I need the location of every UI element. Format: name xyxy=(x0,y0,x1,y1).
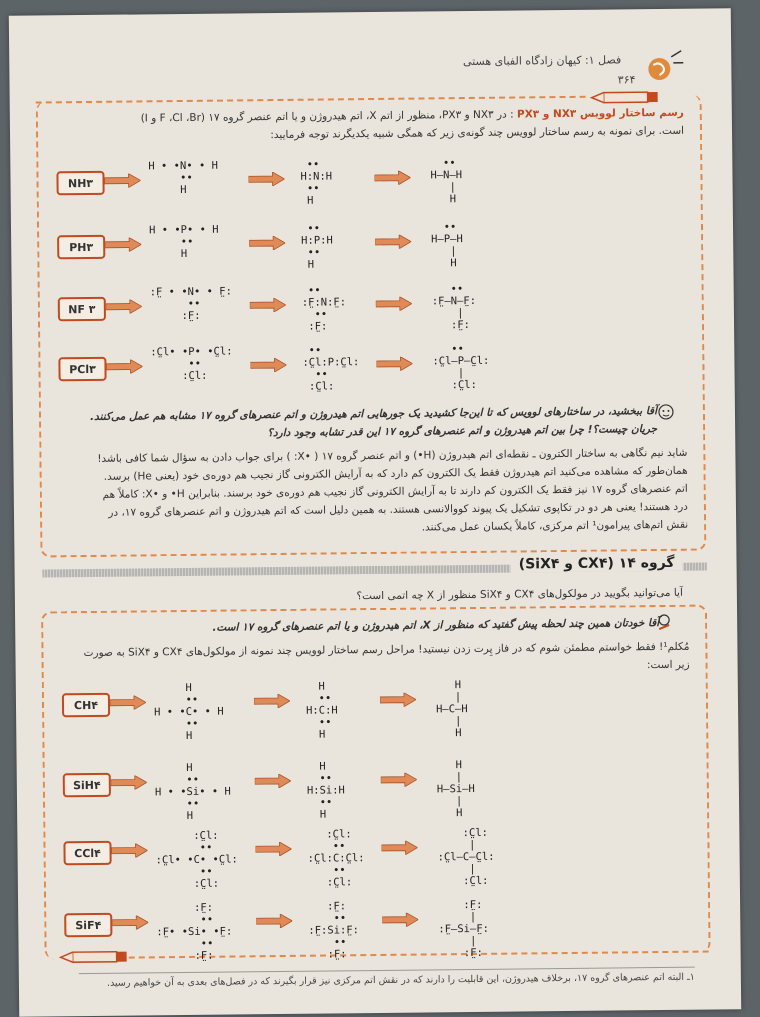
answer-para-3: اتم عنصرهای گروه ۱۷ نیز فقط یک الکترون کم دارند تا به آرایش الکترونی گاز نجیب هم دوره‌ی خود برسند. بنابراین H• و •X: کاملاً هم xyxy=(102,482,688,501)
step-arrow-icon xyxy=(376,297,412,311)
electron-dot-structure: H • •N• • H •• H xyxy=(148,159,218,197)
formula-tag: PH۳ xyxy=(57,235,105,260)
page-header xyxy=(39,53,621,73)
formula-tag: NF ۳ xyxy=(58,297,106,322)
lewis-dot-pair-structure: •• H:P:H •• H xyxy=(300,222,333,271)
step-arrow-icon xyxy=(255,774,291,788)
step-arrow-icon xyxy=(250,298,286,312)
step-arrow-icon xyxy=(256,914,292,928)
step-arrow-icon xyxy=(381,841,417,855)
lewis-bond-structure: H | H—Si—H | H xyxy=(436,759,475,820)
step-arrow-icon xyxy=(111,843,147,857)
formula-tag: CH۴ xyxy=(62,693,110,718)
lewis-bond-structure: H | H—C—H | H xyxy=(435,679,468,740)
electron-dot-structure: H •• H • •C• • H •• H xyxy=(153,681,224,743)
formula-tag: PCl۳ xyxy=(58,357,106,382)
lewis-rows-group15 xyxy=(9,8,731,16)
lewis-dot-pair-structure: •• H:N:H •• H xyxy=(300,158,333,207)
step-arrow-icon xyxy=(112,915,148,929)
electron-dot-structure: :C̤l: •• :C̤l• •C• •C̤l: •• :C̤l: xyxy=(155,829,238,891)
lewis-rows-group14 xyxy=(9,8,731,16)
step-arrow-icon xyxy=(375,235,411,249)
step-arrow-icon xyxy=(250,358,286,372)
electron-dot-structure: :C̤l• •P• •C̤l: •• :C̤l: xyxy=(150,345,233,383)
section-title: گروه ۱۴ (CX۴ و SiX۴) xyxy=(511,555,683,573)
lewis-bond-structure: •• H—N—H | H xyxy=(430,157,463,206)
lewis-dot-pair-structure: H •• H:C:H •• H xyxy=(305,680,338,741)
step-arrow-icon xyxy=(106,299,142,313)
box1-line2: است. برای نمونه به رسم ساختار لوویس چند گونه‌ی زیر که همگی شبیه یکدیگرند توجه فرمایید: xyxy=(270,124,685,142)
step-arrow-icon xyxy=(254,694,290,708)
step-arrow-icon xyxy=(248,172,284,186)
section2-question: آیا می‌توانید بگویید در مولکول‌های CX۴ و SiX۴ منظور از X چه اتمی است؟ xyxy=(356,586,683,603)
lewis-dot-pair-structure: :F̤: •• :F̤:Si:F̤: •• :F̤: xyxy=(308,900,360,961)
step-arrow-icon xyxy=(104,173,140,187)
note-question-1: آقا ببخشید، در ساختارهای لوویس که تا این‌جا کشیدید یک جورهایی اتم هیدروژن و اتم عنصرهای گروه ۱۷ مشابه هم عمل می‌کنند. xyxy=(90,405,658,423)
electron-dot-structure: :F̤ • •N• • F̤: •• :F̤: xyxy=(149,285,232,323)
step-arrow-icon xyxy=(255,842,291,856)
step-arrow-icon xyxy=(105,237,141,251)
formula-tag: NH۳ xyxy=(56,171,104,196)
lewis-bond-structure: •• H—P—H | H xyxy=(430,221,463,270)
lewis-bond-structure: •• :C̤l—P—C̤l: | :C̤l: xyxy=(432,343,490,392)
step-arrow-icon xyxy=(376,357,412,371)
chapter-title: فصل ۱: کیهان زادگاه الفبای هستی xyxy=(462,53,622,69)
step-arrow-icon xyxy=(381,773,417,787)
step-arrow-icon xyxy=(382,913,418,927)
box1-title: رسم ساختار لوویس NX۳ و PX۳ xyxy=(516,106,684,121)
question-face-icon xyxy=(657,403,675,421)
note-question-2: جریان چیست؟! چرا بین اتم هیدروژن و اتم عنصرهای گروه ۱۷ این قدر تشابه وجود دارد؟ xyxy=(267,423,658,440)
electron-dot-structure: H • •P• • H •• H xyxy=(148,223,219,261)
step-arrow-icon xyxy=(380,693,416,707)
box1-line1-rest: : در NX۳ و PX۳، منظور از اتم X، اتم هیدروژن و یا اتم عنصر گروه ۱۷ (F ،Cl ،Br و I) xyxy=(140,108,514,125)
footnote: ۱ـ البته اتم عنصرهای گروه ۱۷، برخلاف هیدروژن، این قابلیت را دارند که در نقش اتم مرکزی نیز قرار بگیرند که در فصل‌های بعدی به آن خواهیم رسید. xyxy=(106,971,695,989)
formula-tag: SiH۴ xyxy=(63,773,111,798)
lewis-bond-structure: :F̤: | :F̤—Si—F̤: | :F̤: xyxy=(438,898,490,960)
step-arrow-icon xyxy=(374,171,410,185)
lewis-dot-pair-structure: H •• H:Si:H •• H xyxy=(306,760,345,821)
step-arrow-icon xyxy=(110,695,146,709)
step-arrow-icon xyxy=(106,359,142,373)
page-number: ۳۶۴ xyxy=(617,73,636,87)
answer-para-1: شاید نیم نگاهی به ساختار الکترون ـ نقطه‌ای اتم هیدروژن (H•) و اتم عنصر گروه ۱۷ ( •X: ) برای جواب دادن به سؤال شما کافی باشد! xyxy=(97,446,688,465)
lewis-dot-pair-structure: •• :C̤l:P:C̤l: •• :C̤l: xyxy=(302,344,360,393)
section2-text-1: مُکلم¹! فقط خواستم مطمئن شوم که در فاز پِرت زدن نیستید! مراحل رسم ساختار لوویس چند نمونه از مولکول‌های CX۴ و SiX۴ به صورت xyxy=(83,640,690,660)
step-arrow-icon xyxy=(111,775,147,789)
lewis-bond-structure: :C̤l: | :C̤l—C—C̤l: | :C̤l: xyxy=(437,826,495,888)
section2-text-2: زیر است: xyxy=(646,658,690,672)
formula-tag: CCl۴ xyxy=(63,841,111,866)
globe-logo-icon xyxy=(643,49,687,85)
section2-answer: آقا خودتان همین چند لحظه پیش گفتید که منظور از X، اتم هیدروژن و یا اتم عنصرهای گروه ۱۷ است. xyxy=(212,617,660,634)
answer-para-5: نقش اتم‌های پیرامون¹ اتم مرکزی، کاملاً یکسان عمل می‌کنند. xyxy=(421,518,689,534)
top-pencil-icon xyxy=(590,89,660,106)
formula-tag: SiF۴ xyxy=(64,913,112,938)
lewis-dot-pair-structure: •• :F̤:N:F̤: •• :F̤: xyxy=(301,284,347,333)
answer-para-2: همان‌طور که مشاهده می‌کنید اتم هیدروژن فقط یک الکترون کم دارد که به آرایش الکترونی گاز نجیب هم دوره‌ی خود (یعنی He) برسد. xyxy=(103,464,688,483)
electron-dot-structure: :F̤: •• :F̤• •Si• •F̤: •• :F̤: xyxy=(156,901,233,963)
answer-para-4: درد هستند! یعنی هر دو در تکاپوی تشکیل یک پیوند کووالانسی هستند. به همین دلیل است که اتم هیدروژن و اتم عنصرهای گروه ۱۷، در xyxy=(108,500,689,519)
lewis-bond-structure: •• :F̤—N—F̤: | :F̤: xyxy=(431,283,477,332)
lewis-dot-pair-structure: :C̤l: •• :C̤l:C:C̤l: •• :C̤l: xyxy=(307,828,365,889)
step-arrow-icon xyxy=(249,236,285,250)
electron-dot-structure: H •• H • •Si• • H •• H xyxy=(154,761,231,823)
book-page xyxy=(9,8,741,1017)
bottom-pencil-icon xyxy=(59,949,129,966)
